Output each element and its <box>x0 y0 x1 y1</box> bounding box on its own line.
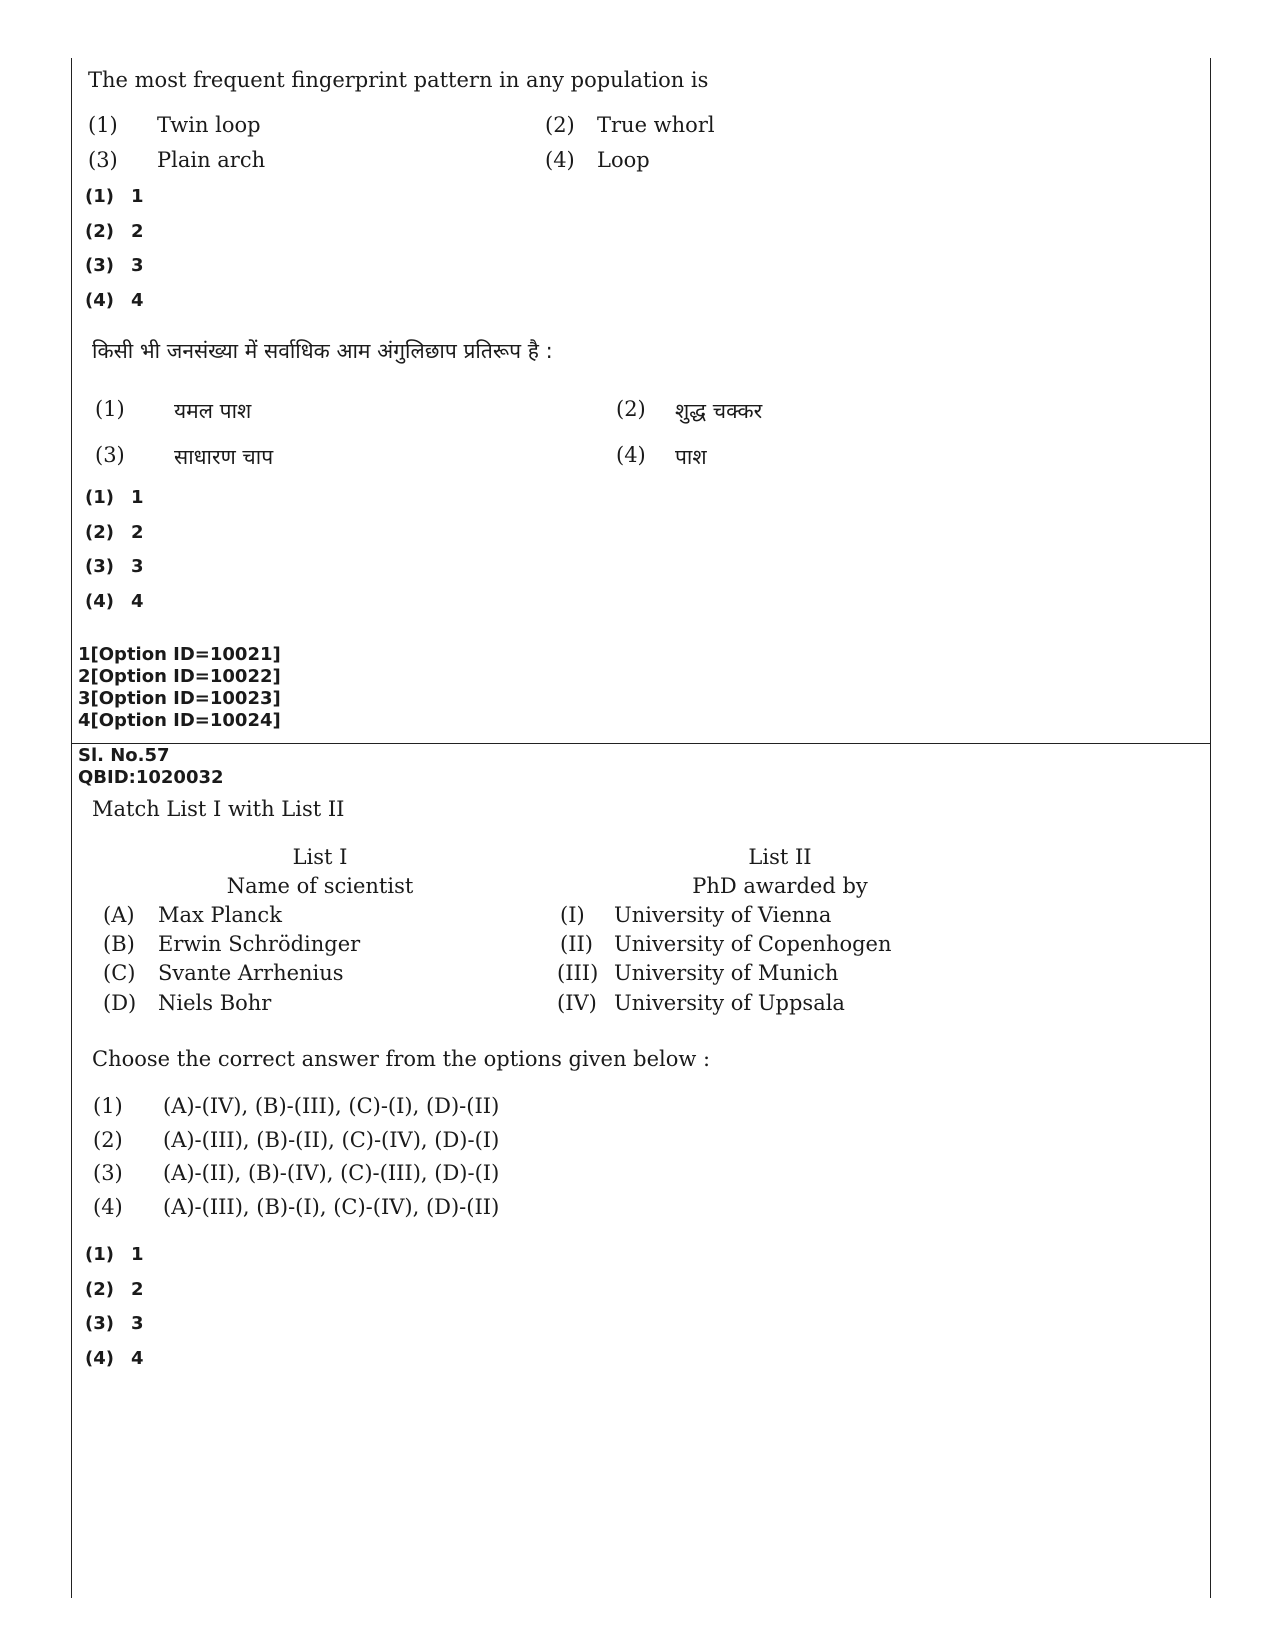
list2-title: List II <box>748 845 812 869</box>
option-text: साधारण चाप <box>174 445 274 469</box>
page-border-right <box>1210 58 1211 1598</box>
list2-key: (II) <box>560 932 593 956</box>
answer-choice[interactable]: (3) 3 <box>85 556 144 577</box>
question-text-hi: किसी भी जनसंख्या में सर्वाधिक आम अंगुलिछाप प्रतिरूप है : <box>92 339 553 363</box>
list1-key: (C) <box>103 961 136 985</box>
list2-key: (IV) <box>557 991 597 1015</box>
answer-choice[interactable]: (2) 2 <box>85 522 144 543</box>
option-number: (4) <box>616 443 646 467</box>
answer-choice[interactable]: (2) 2 <box>85 221 144 242</box>
option-text: (A)-(IV), (B)-(III), (C)-(I), (D)-(II) <box>163 1094 500 1118</box>
option-text: (A)-(III), (B)-(I), (C)-(IV), (D)-(II) <box>163 1195 500 1219</box>
option-number: (3) <box>88 148 118 172</box>
option-text: पाश <box>675 445 707 469</box>
question-intro: Match List I with List II <box>92 797 345 821</box>
list2-item: University of Uppsala <box>614 991 845 1015</box>
serial-number: Sl. No.57 <box>78 745 170 766</box>
list2-item: University of Vienna <box>614 903 832 927</box>
answer-choice[interactable]: (1) 1 <box>85 1244 144 1265</box>
option-number: (4) <box>93 1195 123 1219</box>
list1-subtitle: Name of scientist <box>226 874 414 898</box>
answer-choice[interactable]: (2) 2 <box>85 1279 144 1300</box>
option-text: Twin loop <box>157 113 261 137</box>
list1-item: Max Planck <box>158 903 282 927</box>
list2-item: University of Munich <box>614 961 839 985</box>
list1-title: List I <box>292 845 348 869</box>
question-divider <box>71 743 1211 744</box>
answer-choice[interactable]: (1) 1 <box>85 487 144 508</box>
option-number: (1) <box>93 1094 123 1118</box>
option-text: यमल पाश <box>174 399 252 423</box>
option-text: (A)-(III), (B)-(II), (C)-(IV), (D)-(I) <box>163 1128 500 1152</box>
option-id: 4[Option ID=10024] <box>78 710 281 731</box>
option-number: (4) <box>545 148 575 172</box>
list2-key: (III) <box>557 961 599 985</box>
option-text: True whorl <box>597 113 715 137</box>
list1-item: Svante Arrhenius <box>158 961 344 985</box>
list2-subtitle: PhD awarded by <box>692 874 868 898</box>
option-text: Plain arch <box>157 148 266 172</box>
list2-key: (I) <box>560 903 585 927</box>
answer-choice[interactable]: (1) 1 <box>85 186 144 207</box>
answer-choice[interactable]: (3) 3 <box>85 1313 144 1334</box>
option-number: (3) <box>95 443 125 467</box>
page-border-left <box>71 58 72 1598</box>
option-number: (1) <box>95 397 125 421</box>
option-number: (2) <box>616 397 646 421</box>
option-text: Loop <box>597 148 650 172</box>
option-id: 2[Option ID=10022] <box>78 666 281 687</box>
option-text: शुद्ध चक्कर <box>675 399 763 423</box>
option-number: (2) <box>545 113 575 137</box>
instruction-text: Choose the correct answer from the options given below : <box>92 1047 711 1071</box>
option-id: 1[Option ID=10021] <box>78 644 281 665</box>
option-number: (2) <box>93 1128 123 1152</box>
list2-item: University of Copenhogen <box>614 932 892 956</box>
list1-key: (D) <box>103 991 137 1015</box>
option-number: (1) <box>88 113 118 137</box>
option-id: 3[Option ID=10023] <box>78 688 281 709</box>
option-text: (A)-(II), (B)-(IV), (C)-(III), (D)-(I) <box>163 1161 500 1185</box>
list1-item: Erwin Schrödinger <box>158 932 361 956</box>
answer-choice[interactable]: (3) 3 <box>85 255 144 276</box>
answer-choice[interactable]: (4) 4 <box>85 591 144 612</box>
answer-choice[interactable]: (4) 4 <box>85 1348 144 1369</box>
list1-key: (B) <box>103 932 135 956</box>
answer-choice[interactable]: (4) 4 <box>85 290 144 311</box>
question-text-en: The most frequent fingerprint pattern in any population is <box>88 68 709 92</box>
question-bank-id: QBID:1020032 <box>78 767 224 788</box>
option-number: (3) <box>93 1161 123 1185</box>
list1-item: Niels Bohr <box>158 991 272 1015</box>
list1-key: (A) <box>103 903 135 927</box>
